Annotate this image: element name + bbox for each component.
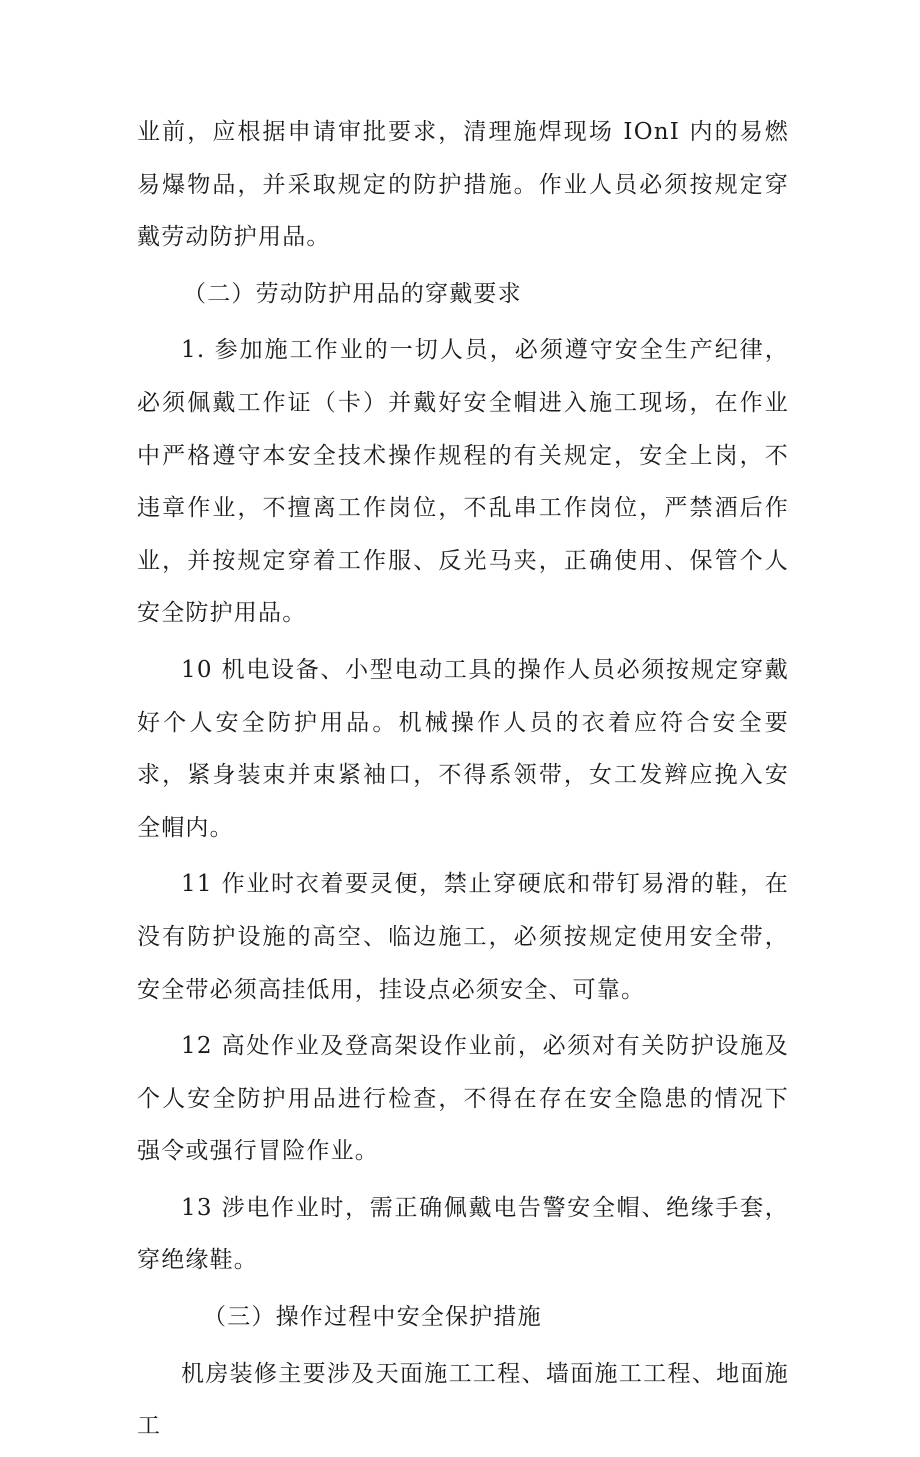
paragraph-item-1: 1. 参加施工作业的一切人员，必须遵守安全生产纪律，必须佩戴工作证（卡）并戴好安全帽进入施工现场，在作业中严格遵守本安全技术操作规程的有关规定，安全上岗，不违章作业，不擅离工作岗位，不乱串工作岗位，严禁酒后作业，并按规定穿着工作服、反光马夹，正确使用、保管个人安全防护用品。 [137,337,789,627]
paragraph-continuation: 业前，应根据申请审批要求，清理施焊现场 IOnI 内的易燃易爆物品，并采取规定的防护措施。作业人员必须按规定穿戴劳动防护用品。 [137,119,789,251]
paragraph-item-11: 11 作业时衣着要灵便，禁止穿硬底和带钉易滑的鞋，在没有防护设施的高空、临边施工，必须按规定使用安全带，安全带必须高挂低用，挂设点必须安全、可靠。 [137,871,789,1003]
paragraph-item-10: 10 机电设备、小型电动工具的操作人员必须按规定穿戴好个人安全防护用品。机械操作人员的衣着应符合安全要求，紧身装束并束紧袖口，不得系领带，女工发辫应挽入安全帽内。 [137,656,789,841]
paragraph-item-13: 13 涉电作业时，需正确佩戴电告警安全帽、绝缘手套，穿绝缘鞋。 [137,1194,789,1274]
section-heading-3: （三）操作过程中安全保护措施 [203,1304,542,1331]
document-body [137,106,789,1457]
paragraph-machine-room: 机房装修主要涉及天面施工工程、墙面施工工程、地面施工 [137,1360,789,1440]
paragraph-item-12: 12 高处作业及登高架设作业前，必须对有关防护设施及个人安全防护用品进行检查，不得在存在安全隐患的情况下强令或强行冒险作业。 [137,1033,789,1165]
section-heading-2: （二）劳动防护用品的穿戴要求 [183,280,522,307]
